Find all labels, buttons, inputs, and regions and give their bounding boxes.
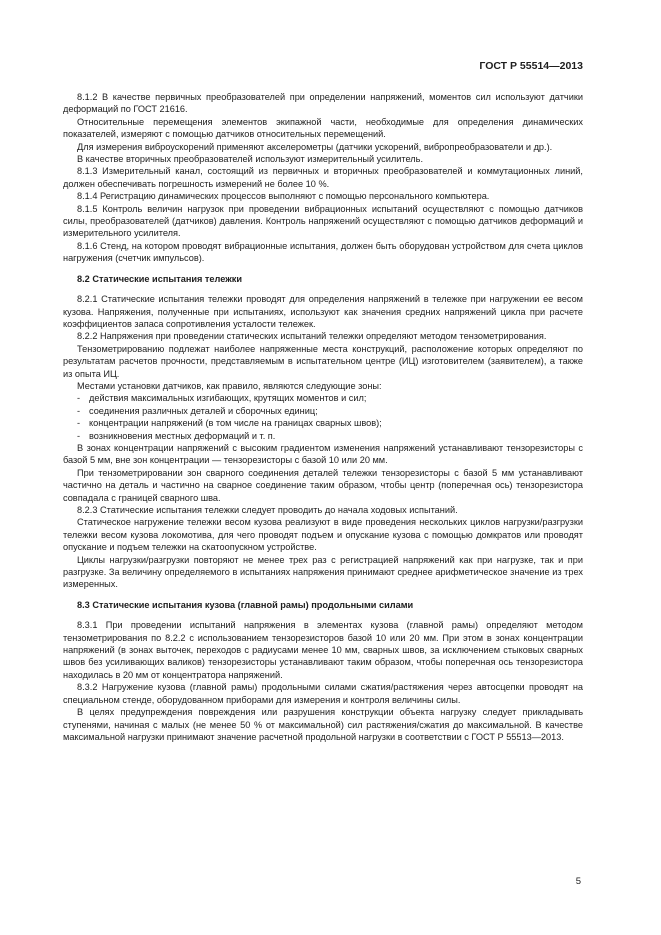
paragraph: 8.2.3 Статические испытания тележки следует проводить до начала ходовых испытаний. (77, 505, 458, 515)
dash-bullet: - (77, 418, 81, 429)
paragraph: 8.1.2 В качестве первичных преобразователей при определении напряжений, моментов сил используют датчики деформаций по ГОСТ 21616. (63, 92, 583, 115)
page-number: 5 (575, 876, 581, 887)
dash-bullet: - (77, 393, 81, 404)
paragraph: 8.1.3 Измерительный канал, состоящий из первичных и вторичных преобразователей и коммутационных линий, должен обеспечивать погрешность измерений не более 10 %. (63, 166, 583, 189)
paragraph: В зонах концентрации напряжений с высоким градиентом изменения напряжений устанавливают тензорезисторы с базой 5 мм, вне зон концентрации — тензорезисторы с базой 10 или 20 мм. (63, 442, 583, 466)
list-item: - соединения различных деталей и сборочных единиц; (77, 405, 318, 416)
document-body (63, 91, 583, 743)
paragraph: 8.1.5 Контроль величин нагрузок при проведении вибрационных испытаний осуществляют с помощью датчиков силы, преобразователей (датчиков) давления. Контроль напряжений осуществляют с помощью датчиков деформаций и измерительного усилителя. (63, 203, 583, 239)
paragraph: При тензометрировании зон сварного соединения деталей тележки тензорезисторы с базой 5 мм устанавливают частично на деталь и частично на сварное соединение таким образом, чтобы центр (поперечная ось) тензорезистора совпадала с границей сварного шва. (63, 467, 583, 503)
paragraph: 8.1.6 Стенд, на котором проводят вибрационные испытания, должен быть оборудован устройством для счета циклов нагружения (счетчик импульсов). (63, 240, 583, 264)
dash-bullet: - (77, 430, 81, 441)
paragraph: 8.3.2 Нагружение кузова (главной рамы) продольными силами сжатия/растяжения через автосцепки проводят на специальном стенде, оборудованном приборами для измерения и контроля величины силы. (63, 682, 583, 705)
paragraph: Тензометрированию подлежат наиболее напряженные места конструкций, расположение которых определяют по результатам расчетов прочности, представляемым в испытательном центре (ИЦ) изготовителем (заявителем), а также из опыта ИЦ. (63, 343, 583, 379)
paragraph: В качестве вторичных преобразователей используют измерительный усилитель. (77, 154, 423, 165)
paragraph: 8.2.2 Напряжения при проведении статических испытаний тележки определяют методом тензометрирования. (77, 331, 547, 342)
paragraph: Местами установки датчиков, как правило, являются следующие зоны: (77, 380, 382, 391)
zones-list (63, 392, 583, 442)
list-item: - возникновения местных деформаций и т. п. (77, 430, 276, 441)
paragraph: 8.3.1 При проведении испытаний напряжения в элементах кузова (главной рамы) определяют методом тензометрирования по 8.2.2 с использованием тензорезисторов базой 10 или 20 мм. При этом в зонах концентрации напряжений (в зонах выточек, переходов с радиусами менее 10 мм, сварных швов, за исключением стыковых сварных швов без усиливающих валиков) тензорезисторы устанавливают таким образом, чтобы поперечная ось тензорезистора находилась в 20 мм от концентратора напряжений. (63, 620, 583, 680)
dash-bullet: - (77, 405, 81, 416)
paragraph: В целях предупреждения повреждения или разрушения конструкции объекта нагрузку следует прикладывать ступенями, начиная с малых (не менее 50 % от максимальной) сил растяжения/сжатия до максимальной. В качестве максимальной нагрузки принимают значение расчетной продольной нагрузки в соответствии с ГОСТ Р 55513—2013. (63, 707, 583, 742)
paragraph: 8.2.1 Статические испытания тележки проводят для определения напряжений в тележке при нагружении ее весом кузова. Напряжения, полученные при испытаниях, используют как значения средних напряжений цикла при расчете коэффициентов запаса сопротивления усталости тележек. (63, 294, 583, 329)
paragraph: Для измерения виброускорений применяют акселерометры (датчики ускорений, вибропреобразователи и др.). (77, 141, 553, 152)
section-heading-8-3: 8.3 Статические испытания кузова (главной рамы) продольными силами (77, 599, 414, 610)
list-item: - концентрации напряжений (в том числе на границах сварных швов); (77, 418, 382, 429)
paragraph: 8.1.4 Регистрацию динамических процессов выполняют с помощью персонального компьютера. (77, 191, 490, 202)
section-heading-8-2: 8.2 Статические испытания тележки (77, 273, 243, 284)
document-header: ГОСТ Р 55514—2013 (479, 60, 583, 72)
list-item: - действия максимальных изгибающих, крутящих моментов и сил; (77, 393, 367, 404)
paragraph: Относительные перемещения элементов экипажной части, необходимые для определения динамических показателей, измеряют с помощью датчиков относительных перемещений. (63, 116, 583, 140)
paragraph: Статическое нагружение тележки весом кузова реализуют в виде проведения нескольких циклов нагрузки/разгрузки тележки весом кузова локомотива, для чего проводят подъем и опускание кузова с помощью домкратов или проводят опускание и подъем тележки на скатоопускном устройстве. (63, 517, 583, 553)
paragraph: Циклы нагрузки/разгрузки повторяют не менее трех раз с регистрацией напряжений как при нагрузке, так и при разгрузке. За величину определяемого в испытаниях напряжения принимают среднее арифметическое значение из трех измеренных. (63, 554, 583, 590)
